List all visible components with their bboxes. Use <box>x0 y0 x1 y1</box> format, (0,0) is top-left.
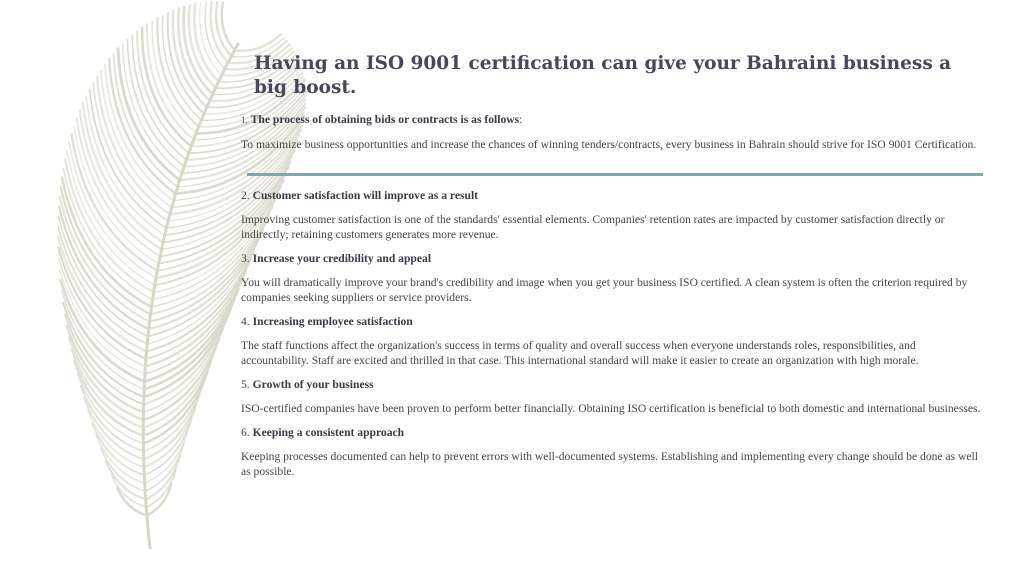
section-title: Keeping a consistent approach <box>252 426 405 439</box>
section-body-5: ISO-certified companies have been proven to perform better financially. Obtaining ISO certification is beneficial to both domestic and international businesses. <box>241 402 981 415</box>
section-heading-1 <box>241 112 981 128</box>
section-title: The process of obtaining bids or contracts is as follows <box>250 113 520 126</box>
section-body-6: Keeping processes documented can help to prevent errors with well-documented systems. Establishing and implementing every change should be done as well as possible. <box>241 450 978 478</box>
section-title: Increasing employee satisfaction <box>252 315 413 328</box>
section-body-2: Improving customer satisfaction is one of the standards' essential elements. Companies' retention rates are impacted by customer satisfaction directly or indirectly; retaining customers generates more revenue. <box>241 213 945 241</box>
heading-colon: : <box>519 113 523 126</box>
section-body-4: The staff functions affect the organization's success in terms of quality and overall success when everyone understands roles, responsibilities, and accountability. Staff are excited and thrilled in that case. This international standard will make it easier to create an organization with high morale. <box>241 339 919 367</box>
section-number: 5. <box>241 378 250 391</box>
section-number: 6. <box>241 426 250 439</box>
feather-barb <box>96 436 144 483</box>
feather-barb <box>222 3 235 51</box>
section-divider <box>247 173 983 176</box>
section-title: Customer satisfaction will improve as a result <box>252 189 479 202</box>
section-heading-4 <box>241 314 981 329</box>
section-heading-2 <box>241 188 981 203</box>
section-title: Growth of your business <box>252 378 374 391</box>
section-title: Increase your credibility and appeal <box>252 252 432 265</box>
feather-barb <box>101 449 145 492</box>
feather-barb <box>235 34 282 51</box>
section-heading-5 <box>241 377 981 392</box>
section-heading-3 <box>241 251 981 266</box>
section-number: 2. <box>241 189 250 202</box>
section-number: 4. <box>241 315 250 328</box>
section-number: 1. <box>241 115 248 125</box>
slide-title: Having an ISO 9001 certification can give your Bahraini business a big boost. <box>254 53 952 98</box>
section-body-1: To maximize business opportunities and increase the chances of winning tenders/contracts, every business in Bahrain should strive for ISO 9001 Certification. <box>241 138 977 151</box>
section-body-3: You will dramatically improve your brand's credibility and image when you get your business ISO certified. A clean system is often the criterion required by companies seeking suppliers or service providers. <box>241 276 968 304</box>
content-area <box>241 112 981 488</box>
section-number: 3. <box>241 252 250 265</box>
section-heading-6 <box>241 425 981 440</box>
